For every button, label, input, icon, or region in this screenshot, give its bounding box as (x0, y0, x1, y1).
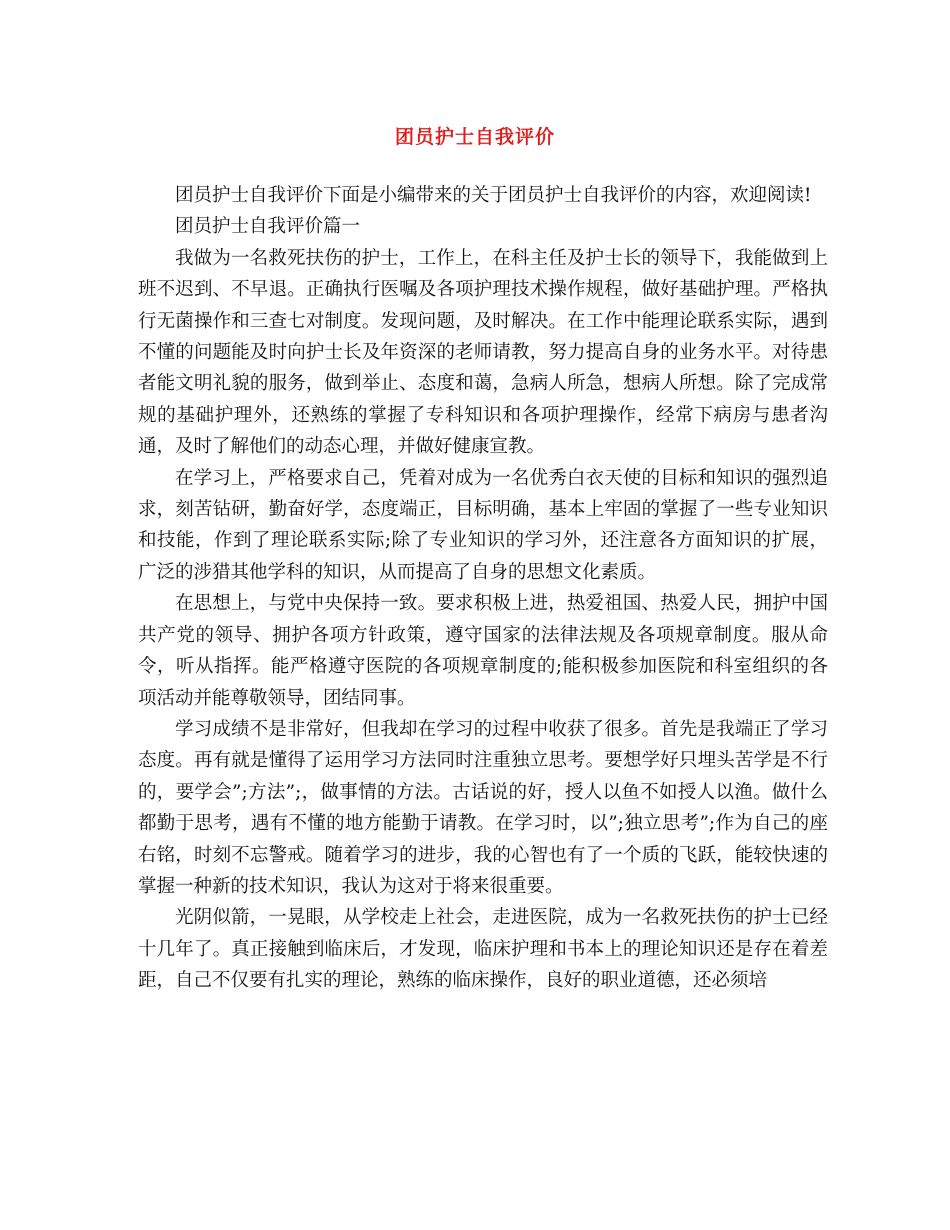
paragraph-intro: 团员护士自我评价下面是小编带来的关于团员护士自我评价的内容，欢迎阅读! (175, 185, 812, 206)
paragraph-study: 在学习上，严格要求自己，凭着对成为一名优秀白衣天使的目标和知识的强烈追求，刻苦钻研，勤奋好学，态度端正，目标明确，基本上牢固的掌握了一些专业知识和技能，作到了理论联系实际;除了专业知识的学习外，还注意各方面知识的扩展，广泛的涉猎其他学科的知识，从而提高了自身的思想文化素质。 (138, 467, 828, 583)
paragraph-ideology: 在思想上，与党中央保持一致。要求积极上进，热爱祖国、热爱人民，拥护中国共产党的领导、拥护各项方针政策，遵守国家的法律法规及各项规章制度。服从命令，听从指挥。能严格遵守医院的各项规章制度的;能积极参加医院和科室组织的各项活动并能尊敬领导，团结同事。 (138, 593, 828, 709)
paragraph-work: 我做为一名救死扶伤的护士，工作上，在科主任及护士长的领导下，我能做到上班不迟到、不早退。正确执行医嘱及各项护理技术操作规程，做好基础护理。严格执行无菌操作和三查七对制度。发现问题，及时解决。在工作中能理论联系实际，遇到不懂的问题能及时向护士长及年资深的老师请教，努力提高自身的业务水平。对待患者能文明礼貌的服务，做到举止、态度和蔼，急病人所急，想病人所想。除了完成常规的基础护理外，还熟练的掌握了专科知识和各项护理操作，经常下病房与患者沟通，及时了解他们的动态心理，并做好健康宣教。 (138, 247, 828, 458)
document-title: 团员护士自我评价 (394, 126, 555, 148)
paragraph-grades: 学习成绩不是非常好，但我却在学习的过程中收获了很多。首先是我端正了学习态度。再有就是懂得了运用学习方法同时注重独立思考。要想学好只埋头苦学是不行的，要学会”;方法”;，做事情的方法。古话说的好，授人以鱼不如授人以渔。做什么都勤于思考，遇有不懂的地方能勤于请教。在学习时，以”;独立思考”;作为自己的座右铭，时刻不忘警戒。随着学习的进步，我的心智也有了一个质的飞跃，能较快速的掌握一种新的技术知识，我认为这对于将来很重要。 (138, 718, 828, 897)
paragraph-time: 光阴似箭，一晃眼，从学校走上社会，走进医院，成为一名救死扶伤的护士已经十几年了。真正接触到临床后，才发现，临床护理和书本上的理论知识还是存在着差距，自己不仅要有扎实的理论，熟练的临床操作，良好的职业道德，还必须培 (138, 907, 828, 992)
paragraph-section-heading: 团员护士自我评价篇一 (175, 216, 361, 238)
document-body (138, 180, 828, 997)
